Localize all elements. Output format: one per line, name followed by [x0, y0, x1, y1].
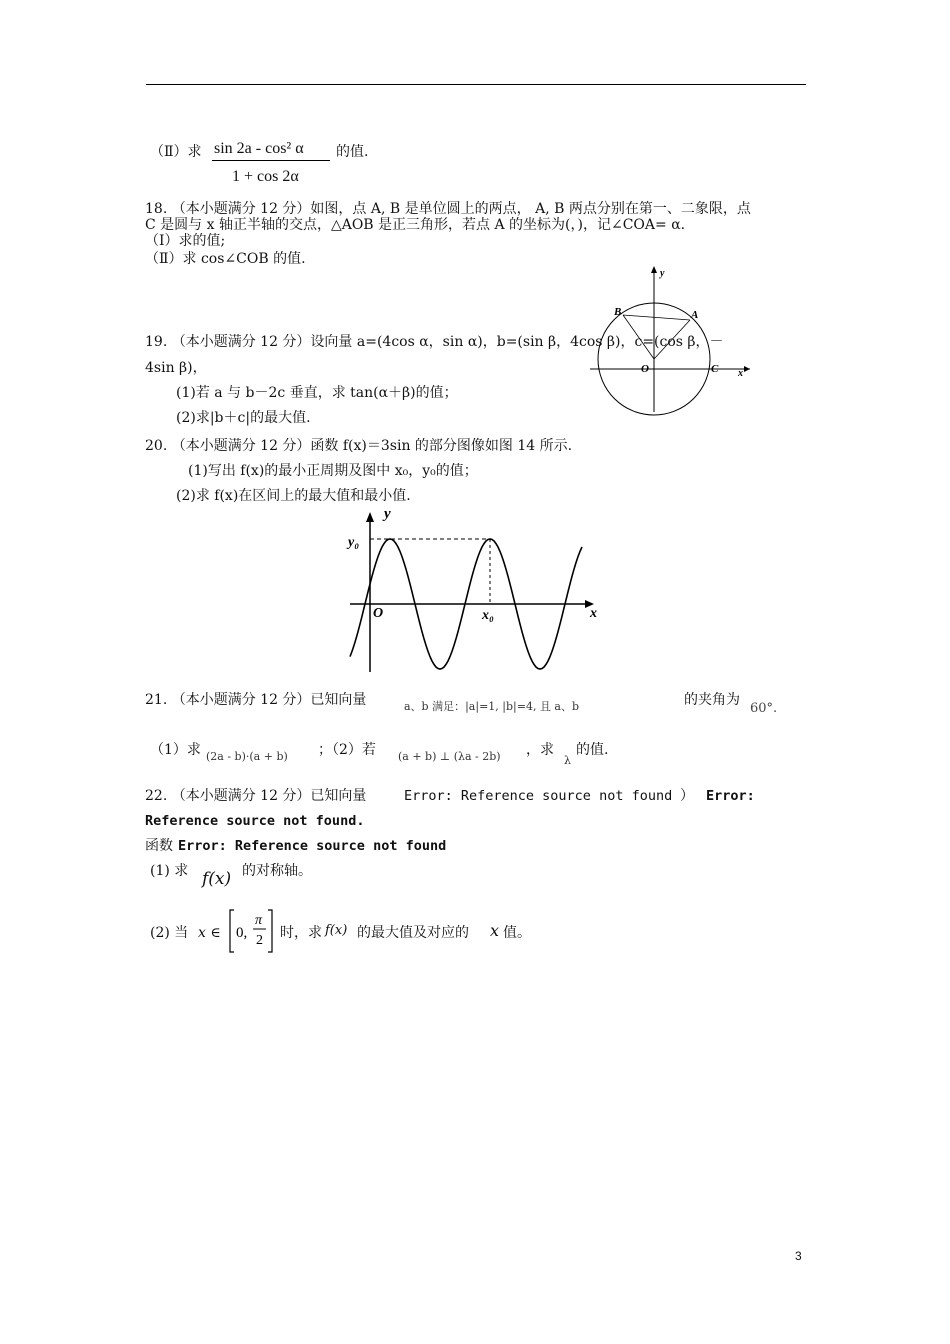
circle-y-arrow: [651, 266, 657, 273]
interval-zero: 0,: [236, 925, 248, 941]
q22-line4-prefix: (1) 求: [150, 863, 189, 879]
sine-label-x0: x₀: [482, 608, 494, 623]
q17-fraction-bar: [212, 160, 330, 161]
q21-line2-sep: ；（2）若: [318, 742, 376, 758]
q22-line1-error: Error: Reference source not found: [404, 788, 673, 804]
q22-line5-mid: 时，求: [280, 925, 322, 941]
header-rule: [146, 84, 806, 85]
q17-numerator: sin 2a - cos² α: [214, 140, 304, 157]
label-C: C: [711, 363, 719, 375]
label-B: B: [614, 306, 622, 318]
sine-graph-figure: [340, 504, 610, 676]
q22-line1-mid: ）: [680, 788, 694, 804]
q21-lambda: λ: [564, 754, 571, 767]
q18-line4: （Ⅱ）求 cos∠COB 的值.: [145, 251, 306, 267]
q22-line5-x: x: [490, 921, 500, 940]
q18-line1: 18. （本小题满分 12 分）如图，点 A, B 是单位圆上的两点， A, B 两点分别在第一、二象限，点: [145, 201, 751, 217]
q20-line1: 20. （本小题满分 12 分）函数 f(x)＝3sin 的部分图像如图 14 所示.: [145, 438, 573, 454]
q21-line1-vector-condition: a、b 满足：|a|=1, |b|=4, 且 a、b: [404, 700, 580, 713]
q22-line5-suffix: 的最大值及对应的: [357, 925, 469, 941]
q22-line5-cond: x ∈: [198, 925, 221, 941]
q18-line2: C 是圆与 x 轴正半轴的交点，△AOB 是正三角形，若点 A 的坐标为(，)，记∠COA= α.: [145, 217, 686, 233]
q22-line3-error: Error: Reference source not found: [178, 838, 447, 854]
q17-denominator: 1 + cos 2α: [232, 168, 299, 185]
interval-two: 2: [256, 933, 263, 948]
label-O: O: [641, 363, 649, 375]
q21-line2-part2: ，求: [526, 742, 554, 758]
page-number: 3: [795, 1249, 802, 1263]
q21-line1-suffix: 的夹角为: [684, 692, 740, 708]
sine-label-O: O: [373, 606, 384, 621]
q22-line5-prefix: (2) 当: [150, 925, 189, 941]
sine-label-y0: y₀: [348, 535, 360, 550]
label-A: A: [691, 309, 699, 321]
q21-expr2: (a + b) ⊥ (λa - 2b): [398, 750, 501, 763]
q17-part2-prefix: （Ⅱ）求: [150, 144, 202, 160]
interval-left-bracket: [230, 910, 234, 952]
q19-line2: 4sin β)，: [145, 360, 207, 376]
q22-interval: [228, 906, 278, 956]
q22-line2: Reference source not found.: [145, 813, 365, 829]
q21-angle: 60°.: [750, 701, 778, 716]
sine-label-x: x: [590, 606, 597, 621]
q19-line4: (2)求|b＋c|的最大值.: [176, 410, 311, 426]
segment-AB: [623, 315, 690, 320]
q19-line1: 19. （本小题满分 12 分）设向量 a=(4cos α，sin α)，b=(sin β，4cos β)，c=(cos β，－: [145, 334, 724, 350]
q22-line4-fx: f(x): [202, 869, 232, 889]
q22-line4-suffix: 的对称轴。: [242, 863, 312, 879]
q22-line5-fx: f(x): [325, 923, 348, 938]
sine-y-arrow: [366, 512, 374, 522]
q21-line2-part1: （1）求: [150, 742, 201, 758]
q20-line3: (2)求 f(x)在区间上的最大值和最小值.: [176, 488, 411, 504]
label-x: x: [738, 368, 743, 379]
q19-line3: (1)若 a 与 b－2c 垂直，求 tan(α＋β)的值；: [176, 385, 458, 401]
q20-line2: (1)写出 f(x)的最小正周期及图中 x₀，y₀的值；: [188, 463, 478, 479]
q22-line1-prefix: 22. （本小题满分 12 分）已知向量: [145, 788, 367, 804]
q22-line1-error-bold: Error:: [706, 788, 755, 804]
q18-line3: （Ⅰ）求的值;: [145, 233, 226, 249]
sine-label-y: y: [384, 506, 391, 522]
interval-right-bracket: [268, 910, 272, 952]
interval-pi: π: [255, 913, 263, 928]
label-y: y: [660, 268, 665, 279]
q22-line3-prefix: 函数: [145, 838, 173, 854]
q21-expr1: (2a - b)·(a + b): [206, 750, 288, 763]
q22-line5-end: 值。: [503, 925, 531, 941]
q21-line1-prefix: 21. （本小题满分 12 分）已知向量: [145, 692, 367, 708]
q17-part2-suffix: 的值.: [336, 144, 369, 160]
circle-x-arrow: [744, 366, 750, 372]
q21-line2-suffix: 的值.: [576, 742, 609, 758]
